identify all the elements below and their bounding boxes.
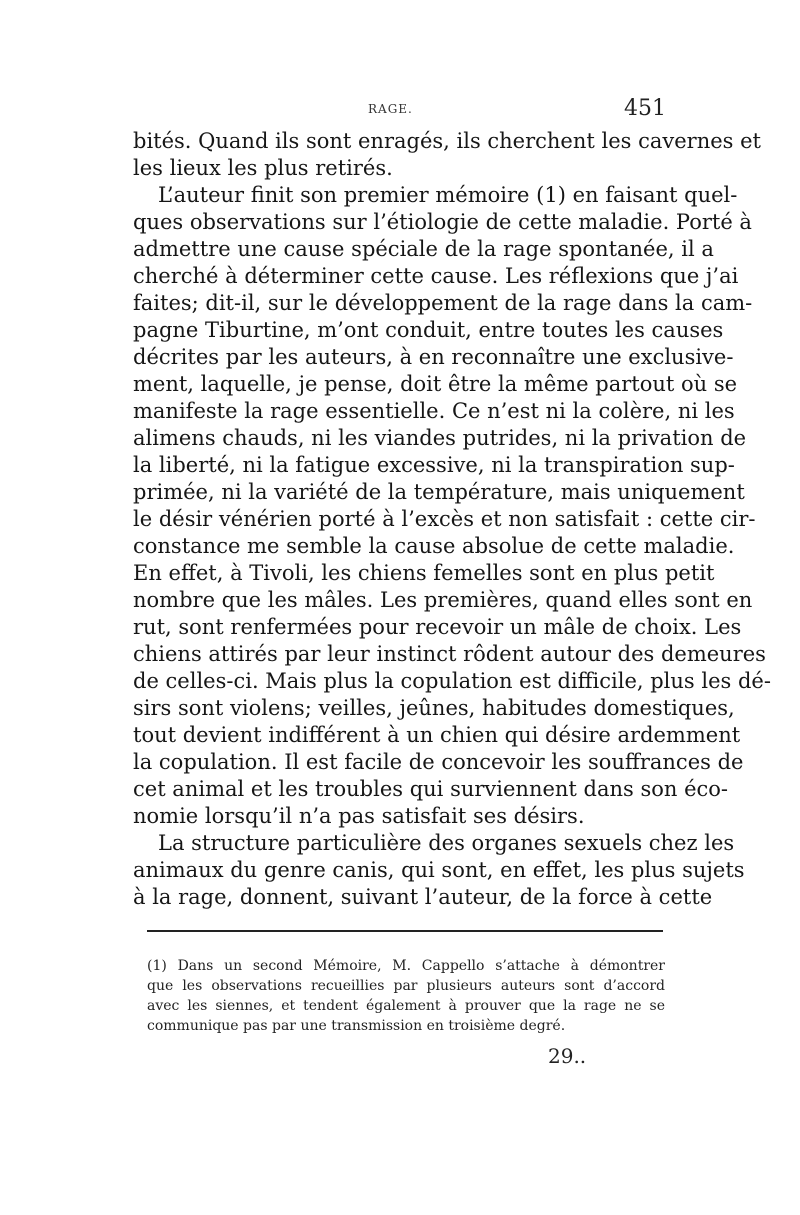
body-line: le désir vénérien porté à l’excès et non satisfait : cette cir- <box>133 507 756 531</box>
body-line: La structure particulière des organes sexuels chez les <box>158 831 735 855</box>
body-line: décrites par les auteurs, à en reconnaître une exclusive- <box>133 345 734 369</box>
body-line: admettre une cause spéciale de la rage spontanée, il a <box>133 237 714 261</box>
footnote-line: communique pas par une transmission en troisième degré. <box>147 1018 566 1034</box>
body-line: nombre que les mâles. Les premières, quand elles sont en <box>133 588 753 612</box>
body-line: primée, ni la variété de la température, mais uniquement <box>133 480 745 504</box>
body-line: faites; dit-il, sur le développement de la rage dans la cam- <box>133 291 753 315</box>
body-line: la copulation. Il est facile de concevoir les souffrances de <box>133 750 744 774</box>
body-line: la liberté, ni la fatigue excessive, ni la transpiration sup- <box>133 453 735 477</box>
body-line: alimens chauds, ni les viandes putrides, ni la privation de <box>133 426 747 450</box>
body-line: à la rage, donnent, suivant l’auteur, de la force à cette <box>133 885 713 909</box>
body-line: animaux du genre canis, qui sont, en effet, les plus sujets <box>133 858 745 882</box>
body-line: bités. Quand ils sont enragés, ils cherchent les cavernes et <box>133 129 761 153</box>
body-line: manifeste la rage essentielle. Ce n’est ni la colère, ni les <box>133 399 735 423</box>
body-line: sirs sont violens; veilles, jeûnes, habitudes domestiques, <box>133 696 735 720</box>
body-line: nomie lorsqu’il n’a pas satisfait ses désirs. <box>133 804 585 828</box>
body-line: En effet, à Tivoli, les chiens femelles sont en plus petit <box>133 561 715 585</box>
footnote-line: que les observations recueillies par plusieurs auteurs sont d’accord <box>147 978 665 994</box>
body-line: constance me semble la cause absolue de cette maladie. <box>133 534 735 558</box>
footnote-divider <box>147 930 663 932</box>
body-line: les lieux les plus retirés. <box>133 156 393 180</box>
body-line: ment, laquelle, je pense, doit être la même partout où se <box>133 372 738 396</box>
body-line: L’auteur finit son premier mémoire (1) en faisant quel- <box>158 183 738 207</box>
body-line: rut, sont renfermées pour recevoir un mâle de choix. Les <box>133 615 742 639</box>
footnote-line: (1) Dans un second Mémoire, M. Cappello s’attache à démontrer <box>147 958 665 974</box>
body-line: tout devient indifférent à un chien qui désire ardemment <box>133 723 741 747</box>
body-line: pagne Tiburtine, m’ont conduit, entre toutes les causes <box>133 318 724 342</box>
running-title: RAGE. <box>368 102 413 116</box>
body-line: cet animal et les troubles qui surviennent dans son éco- <box>133 777 729 801</box>
body-line: de celles-ci. Mais plus la copulation est difficile, plus les dé- <box>133 669 771 693</box>
body-line: chiens attirés par leur instinct rôdent autour des demeures <box>133 642 766 666</box>
footnote-line: avec les siennes, et tendent également à prouver que la rage ne se <box>147 998 665 1014</box>
signature-mark: 29.. <box>548 1044 587 1068</box>
page-number: 451 <box>624 96 666 121</box>
body-line: cherché à déterminer cette cause. Les réflexions que j’ai <box>133 264 739 288</box>
body-line: ques observations sur l’étiologie de cette maladie. Porté à <box>133 210 752 234</box>
